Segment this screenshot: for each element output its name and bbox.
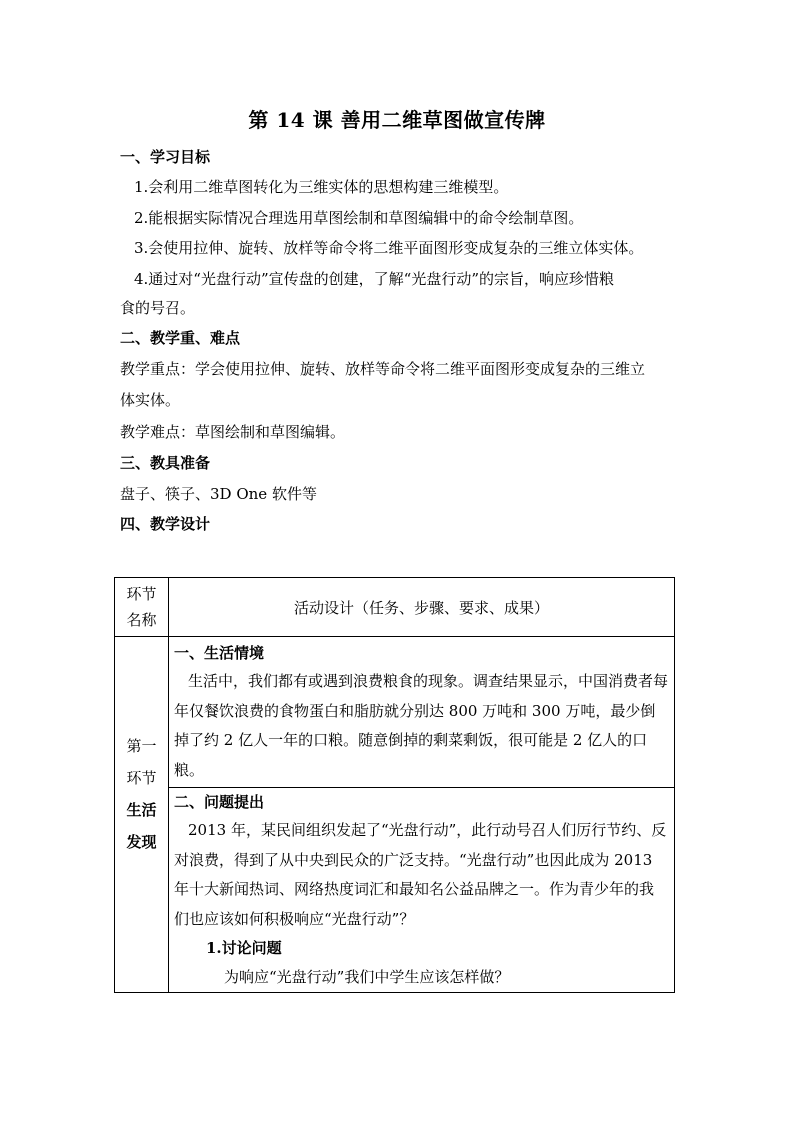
- objective-item-3: 3.会使用拉伸、旋转、放样等命令将二维平面图形变成复杂的三维立体实体。: [134, 239, 644, 257]
- materials-text: 盘子、筷子、3D One 软件等: [120, 485, 317, 503]
- objective-item-1: 1.会利用二维草图转化为三维实体的思想构建三维模型。: [134, 178, 509, 196]
- discussion-text: 为响应“光盘行动”我们中学生应该怎样做？: [224, 968, 510, 986]
- header-stage-line-1: 环节: [126, 585, 157, 603]
- life-situation-block: [174, 639, 668, 785]
- stage-cell: [115, 637, 169, 993]
- table-header-row: [115, 578, 675, 637]
- header-cell-stage-name: [115, 578, 169, 637]
- stage-label-line-2: 环节: [126, 769, 157, 787]
- section-heading-design: 四、教学设计: [120, 515, 211, 533]
- teaching-design-table: [114, 577, 675, 993]
- stage-label-line-3: 生活: [126, 801, 157, 819]
- discussion-heading: 1.讨论问题: [206, 939, 282, 957]
- table-row: [115, 637, 675, 993]
- page-title: 第 14 课 善用二维草图做宣传牌: [248, 108, 546, 132]
- key-point-line-2: 体实体。: [120, 391, 181, 409]
- section-heading-materials: 三、教具准备: [120, 454, 211, 472]
- life-situation-heading: 一、生活情境: [174, 644, 265, 662]
- header-stage-line-2: 名称: [126, 611, 157, 629]
- question-heading: 二、问题提出: [174, 793, 265, 811]
- question-text: 2013 年，某民间组织发起了“光盘行动”，此行动号召人们厉行节约、反对浪费，得到了从中央到民众的广泛支持。“光盘行动”也因此成为 2013 年十大新闻热词、网络热度词汇和最知名公益品牌之一。作为青少年的我们也应该如何积极响应“光盘行动”？: [174, 821, 667, 928]
- life-situation-text: 生活中，我们都有或遇到浪费粮食的现象。调查结果显示，中国消费者每年仅餐饮浪费的食物蛋白和脂肪就分别达 800 万吨和 300 万吨，最少倒掉了约 2 亿人一年的口粮。随意倒掉的剩菜剩饭，很可能是 2 亿人的口粮。: [174, 672, 669, 779]
- objective-item-2: 2.能根据实际情况合理选用草图绘制和草图编辑中的命令绘制草图。: [134, 209, 584, 227]
- question-block: [174, 788, 668, 992]
- stage-label-line-4: 发现: [126, 833, 157, 851]
- key-point-line-1: 教学重点：学会使用拉伸、旋转、放样等命令将二维平面图形变成复杂的三维立: [120, 360, 646, 378]
- header-cell-activity: 活动设计（任务、步骤、要求、成果）: [169, 578, 675, 637]
- stage-label-line-1: 第一: [126, 737, 157, 755]
- activity-content-cell: [169, 637, 675, 993]
- objective-item-4: 4.通过对“光盘行动”宣传盘的创建，了解“光盘行动”的宗旨，响应珍惜粮: [134, 270, 614, 288]
- difficult-point-line: 教学难点：草图绘制和草图编辑。: [120, 423, 346, 441]
- objective-item-4-continued: 食的号召。: [120, 299, 196, 317]
- section-heading-key-points: 二、教学重、难点: [120, 329, 241, 347]
- section-heading-objectives: 一、学习目标: [120, 148, 211, 166]
